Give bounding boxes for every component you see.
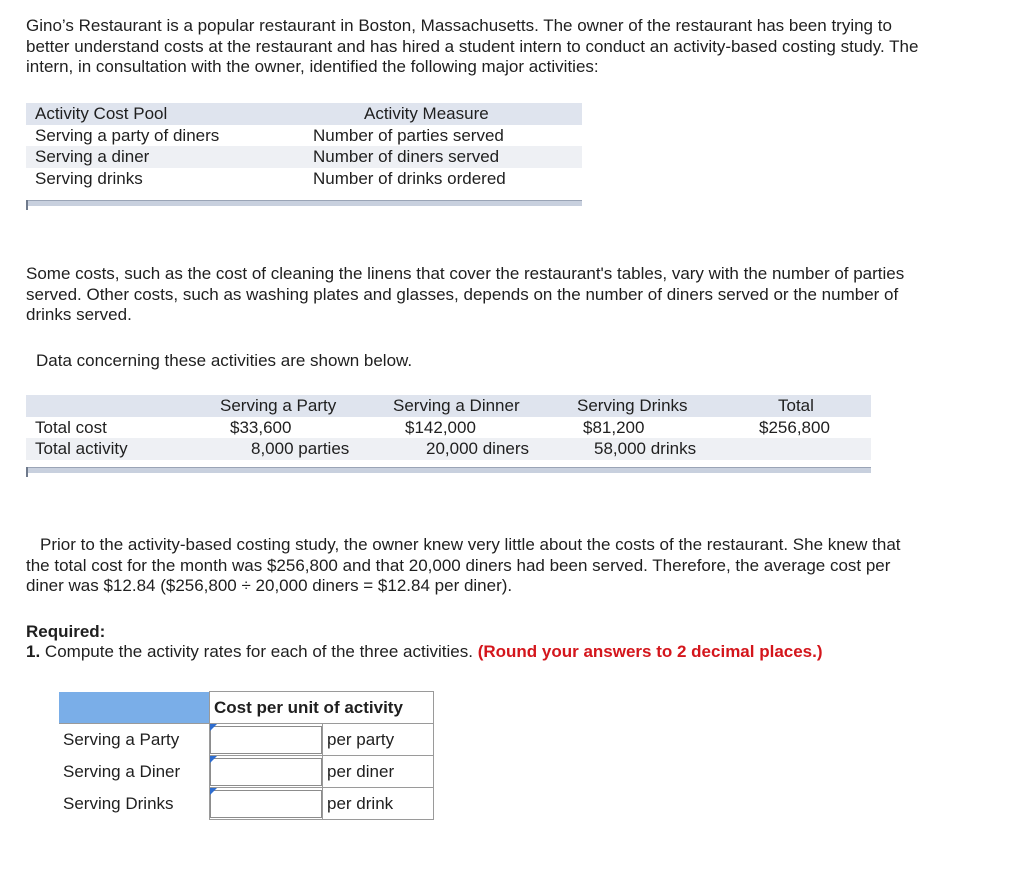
- rate-input-drink[interactable]: [210, 790, 322, 818]
- table-cell: 20,000 diners: [426, 439, 530, 458]
- activity-table-header: [26, 103, 582, 125]
- question-text: Compute the activity rates for each of the three activities.: [44, 642, 473, 661]
- rounding-instruction: (Round your answers to 2 decimal places.): [477, 642, 823, 661]
- column-header: Total: [778, 396, 814, 415]
- row-label: Total activity: [35, 439, 128, 458]
- row-label: Serving a Diner: [59, 756, 210, 788]
- table-cell: Serving drinks: [35, 168, 143, 188]
- table-row: [59, 788, 434, 820]
- table-row: [59, 724, 434, 756]
- table-row: [59, 756, 434, 788]
- row-label: Serving a Party: [59, 724, 210, 756]
- rate-input-party[interactable]: [210, 726, 322, 754]
- table-divider: [26, 467, 871, 473]
- data-table-header: [26, 395, 871, 417]
- table-cell: Number of diners served: [313, 147, 500, 166]
- answer-cell: [210, 724, 323, 756]
- table-cell: $33,600: [230, 417, 292, 437]
- row-label: Total cost: [35, 417, 107, 437]
- table-row: [26, 438, 871, 460]
- column-header: Activity Measure: [364, 104, 489, 123]
- activity-table: [26, 103, 582, 189]
- unit-label: per diner: [323, 756, 434, 788]
- data-intro: Data concerning these activities are shown below.: [36, 351, 413, 370]
- prior-paragraph: Prior to the activity-based costing study, the owner knew very little about the costs of the restaurant. She knew that the total cost for the month was $256,800 and that 20,000 diners had been served. Therefore, the average cost per diner was $12.84 ($256,800 ÷ 20,000 diners = $12.84 per diner).: [26, 535, 901, 595]
- table-cell: 58,000 drinks: [594, 439, 697, 458]
- column-header: Activity Cost Pool: [35, 104, 168, 123]
- table-cell: Serving a diner: [35, 147, 150, 166]
- input-marker-icon: [210, 724, 217, 731]
- table-row: [26, 417, 871, 439]
- column-header: Serving a Party: [220, 396, 337, 415]
- table-cell: Number of drinks ordered: [313, 168, 506, 188]
- table-cell: $81,200: [583, 417, 645, 437]
- unit-label: per party: [323, 724, 434, 756]
- table-cell: $142,000: [405, 417, 476, 437]
- unit-label: per drink: [323, 788, 434, 820]
- question-number: 1.: [26, 642, 41, 661]
- answer-cell: [210, 788, 323, 820]
- table-cell: $256,800: [759, 417, 830, 437]
- question-1: [26, 642, 823, 662]
- table-cell: Number of parties served: [313, 125, 504, 145]
- table-row: [26, 168, 582, 190]
- table-cell: 8,000 parties: [251, 439, 350, 458]
- row-label: Serving Drinks: [59, 788, 210, 820]
- costs-paragraph: Some costs, such as the cost of cleaning the linens that cover the restaurant's tables, vary with the number of parties served. Other costs, such as washing plates and glasses, depends on the number of diners served or the number of drinks served.: [26, 264, 905, 324]
- input-marker-icon: [210, 756, 217, 763]
- intro-paragraph: Gino’s Restaurant is a popular restaurant in Boston, Massachusetts. The owner of the restaurant has been trying to better understand costs at the restaurant and has hired a student intern to conduct an activity-based costing study. The intern, in consultation with the owner, identified the following major activities:: [26, 16, 919, 76]
- rate-input-diner[interactable]: [210, 758, 322, 786]
- answer-table: [59, 691, 434, 820]
- column-header: Serving a Dinner: [393, 396, 520, 415]
- answer-table-header: [59, 692, 434, 724]
- table-divider: [26, 200, 582, 206]
- data-table: [26, 395, 871, 460]
- table-row: [26, 125, 582, 147]
- column-header: Serving Drinks: [577, 396, 688, 415]
- required-label: Required:: [26, 622, 106, 641]
- input-marker-icon: [210, 788, 217, 795]
- header-blank: [59, 692, 210, 724]
- table-cell: Serving a party of diners: [35, 125, 220, 145]
- answer-cell: [210, 756, 323, 788]
- table-row: [26, 146, 582, 168]
- column-header: Cost per unit of activity: [210, 692, 434, 724]
